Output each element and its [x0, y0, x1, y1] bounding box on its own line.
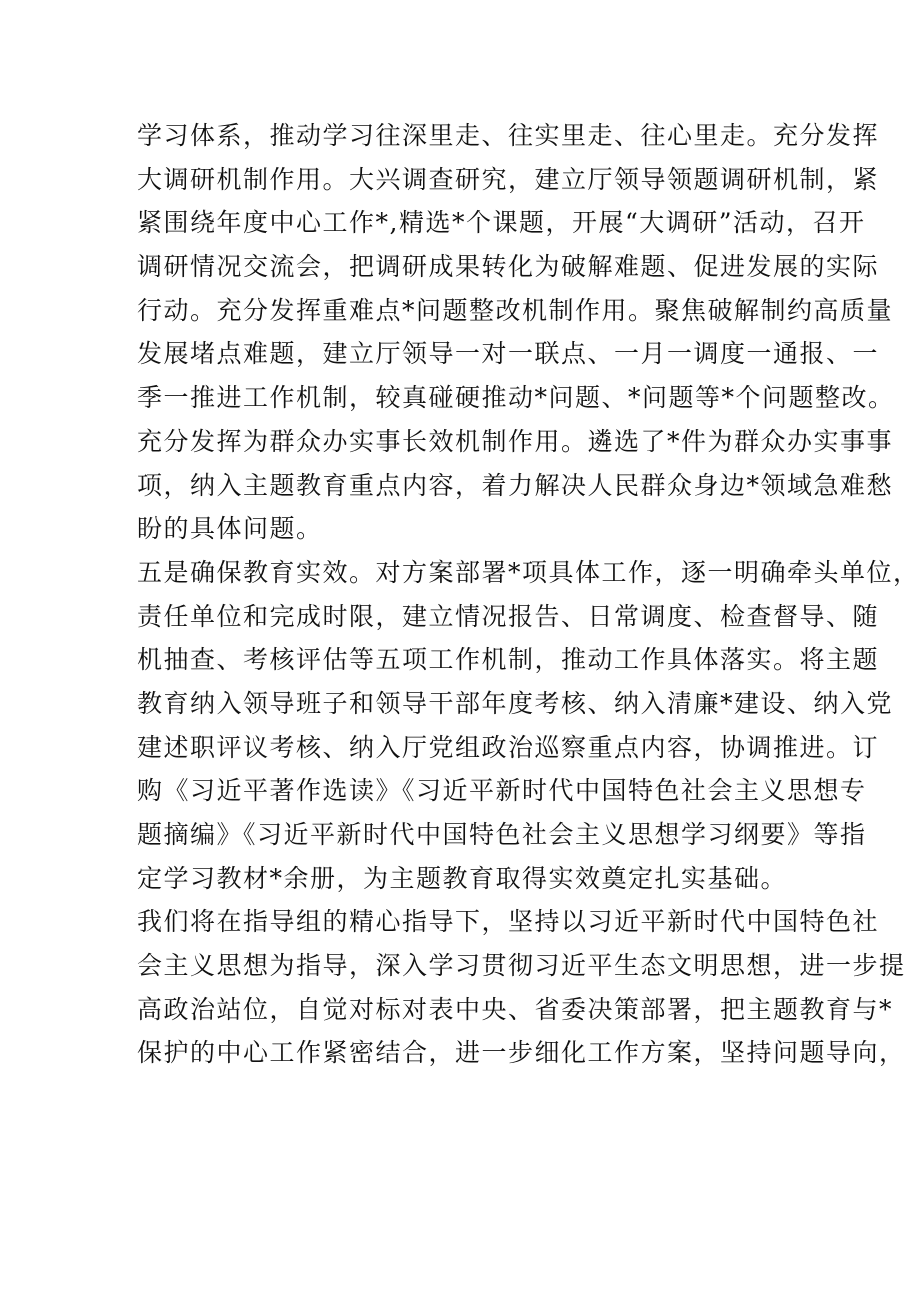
text-line: 责任单位和完成时限，建立情况报告、日常调度、检查督导、随 [137, 601, 880, 631]
text-line: 季一推进工作机制，较真碰硬推动*问题、*问题等*个问题整改。 [137, 383, 895, 413]
text-line: 充分发挥为群众办实事长效机制作用。遴选了*件为群众办实事事 [137, 426, 894, 456]
text-line: 题摘编》《习近平新时代中国特色社会主义思想学习纲要》等指 [137, 820, 867, 849]
text-line: 项，纳入主题教育重点内容，着力解决人民群众身边*领域急难愁 [137, 470, 894, 500]
text-line: 调研情况交流会，把调研成果转化为破解难题、促进发展的实际 [137, 252, 880, 282]
body-text [137, 114, 920, 1075]
text-line: 大调研机制作用。大兴调查研究，建立厅领导领题调研机制，紧 [137, 164, 880, 194]
text-line: 盼的具体问题。 [137, 514, 323, 544]
text-line: 学习体系，推动学习往深里走、往实里走、往心里走。充分发挥 [137, 121, 880, 150]
text-line: 高政治站位，自觉对标对表中央、省委决策部署，把主题教育与* [137, 994, 894, 1024]
text-line: 行动。充分发挥重难点*问题整改机制作用。聚焦破解制约高质量 [137, 295, 894, 325]
text-line: 会主义思想为指导，深入学习贯彻习近平生态文明思想，进一步提 [137, 951, 906, 981]
text-line: 建述职评议考核、纳入厅党组政治巡察重点内容，协调推进。订 [137, 732, 880, 762]
text-line: 购《习近平著作选读》《习近平新时代中国特色社会主义思想专 [137, 776, 867, 806]
text-line: 我们将在指导组的精心指导下，坚持以习近平新时代中国特色社 [137, 907, 880, 937]
text-line: 机抽查、考核评估等五项工作机制，推动工作具体落实。将主题 [137, 645, 880, 675]
text-line: 定学习教材*余册，为主题教育取得实效奠定扎实基础。 [137, 863, 788, 893]
text-line: 发展堵点难题，建立厅领导一对一联点、一月一调度一通报、一 [137, 339, 880, 369]
text-line: 紧围绕年度中心工作*,精选*个课题，开展“大调研”活动，召开 [137, 208, 866, 238]
text-line: 五是确保教育实效。对方案部署*项具体工作，逐一明确牵头单位， [137, 557, 920, 587]
text-line: 保护的中心工作紧密结合，进一步细化工作方案，坚持问题导向， [137, 1038, 906, 1068]
text-line: 教育纳入领导班子和领导干部年度考核、纳入清廉*建设、纳入党 [137, 688, 894, 718]
